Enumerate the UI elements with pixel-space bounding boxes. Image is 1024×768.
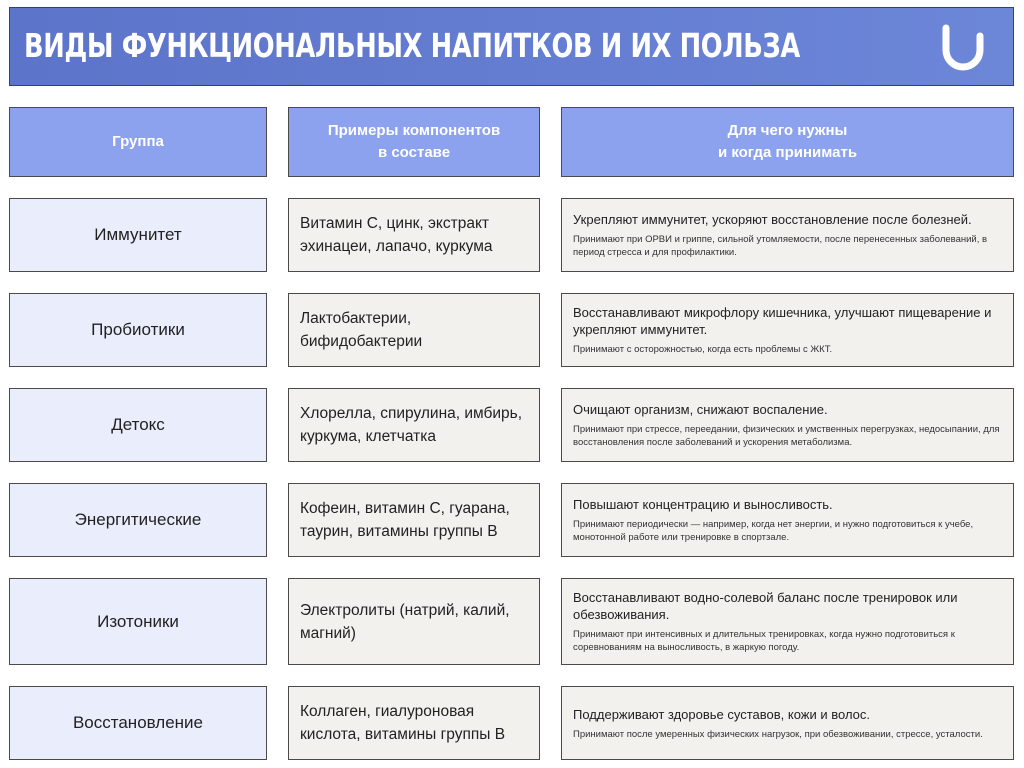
- column-header-label: Примеры компонентов в составе: [327, 122, 501, 161]
- benefit-text: Поддерживают здоровье суставов, кожи и волос.: [573, 706, 871, 722]
- column-header-label: Для чего нужны и когда принимать: [717, 122, 858, 161]
- table-row-group-cell: [9, 388, 267, 462]
- group-name: Иммунитет: [94, 225, 182, 244]
- table-row-usage-cell: [561, 388, 1014, 462]
- column-header-group: [9, 107, 267, 177]
- group-name: Пробиотики: [91, 320, 185, 339]
- when-to-take-text: Принимают при интенсивных и длительных тренировках, когда нужно подготовиться к соревнованиям на выносливость, в жаркую погоду.: [573, 629, 955, 653]
- table-row-components-cell: [288, 483, 540, 557]
- components-text: Коллаген, гиалуроновая кислота, витамины группы В: [300, 703, 506, 743]
- table-row-components-cell: [288, 686, 540, 760]
- when-to-take-text: Принимают после умеренных физических нагрузок, при обезвоживании, стрессе, усталости.: [573, 728, 983, 740]
- table-row-usage-cell: [561, 198, 1014, 272]
- when-to-take-text: Принимают при стрессе, переедании, физических и умственных перегрузках, недосыпании, для восстановления после заболеваний и ускорения метаболизма.: [573, 424, 1000, 448]
- page-title: ВИДЫ ФУНКЦИОНАЛЬНЫХ НАПИТКОВ И ИХ ПОЛЬЗА: [24, 26, 800, 65]
- page-header: [9, 7, 1014, 86]
- table-row-components-cell: [288, 388, 540, 462]
- benefit-text: Восстанавливают микрофлору кишечника, улучшают пищеварение и укрепляют иммунитет.: [573, 305, 992, 337]
- table-row-usage-cell: [561, 686, 1014, 760]
- when-to-take-text: Принимают с осторожностью, когда есть проблемы с ЖКТ.: [573, 344, 833, 355]
- components-text: Витамин С, цинк, экстракт эхинацеи, лапачо, куркума: [300, 215, 493, 255]
- benefit-text: Восстанавливают водно-солевой баланс после тренировок или обезвоживания.: [573, 590, 958, 622]
- table-row-usage-cell: [561, 483, 1014, 557]
- components-text: Лактобактерии, бифидобактерии: [300, 310, 423, 350]
- when-to-take-text: Принимают периодически — например, когда нет энергии, и нужно подготовиться к учебе, монотонной работе или тренировке в спортзале.: [573, 519, 974, 543]
- components-text: Электролиты (натрий, калий, магний): [300, 601, 510, 642]
- group-name: Изотоники: [97, 611, 179, 631]
- group-name: Восстановление: [72, 713, 204, 732]
- table-row-group-cell: [9, 293, 267, 367]
- table-row-group-cell: [9, 483, 267, 557]
- table-row-usage-cell: [561, 578, 1014, 665]
- u-logo-icon: [938, 22, 988, 74]
- table-row-group-cell: [9, 578, 267, 665]
- components-text: Хлорелла, спирулина, имбирь, куркума, клетчатка: [300, 405, 523, 445]
- benefit-text: Укрепляют иммунитет, ускоряют восстановление после болезней.: [573, 212, 972, 227]
- benefit-text: Повышают концентрацию и выносливость.: [573, 497, 833, 512]
- benefit-text: Очищают организм, снижают воспаление.: [573, 402, 828, 417]
- table-row-components-cell: [288, 198, 540, 272]
- column-header-components: [288, 107, 540, 177]
- column-header-label: Группа: [112, 133, 164, 150]
- table-row-group-cell: [9, 198, 267, 272]
- table-row-group-cell: [9, 686, 267, 760]
- when-to-take-text: Принимают при ОРВИ и гриппе, сильной утомляемости, после перенесенных заболеваний, в период стресса и для профилактики.: [573, 234, 988, 258]
- group-name: Детокс: [111, 415, 165, 434]
- column-header-usage: [561, 107, 1014, 177]
- table-row-components-cell: [288, 293, 540, 367]
- group-name: Энергитические: [74, 510, 202, 529]
- components-text: Кофеин, витамин С, гуарана, таурин, витамины группы В: [300, 500, 510, 540]
- table-row-usage-cell: [561, 293, 1014, 367]
- table-row-components-cell: [288, 578, 540, 665]
